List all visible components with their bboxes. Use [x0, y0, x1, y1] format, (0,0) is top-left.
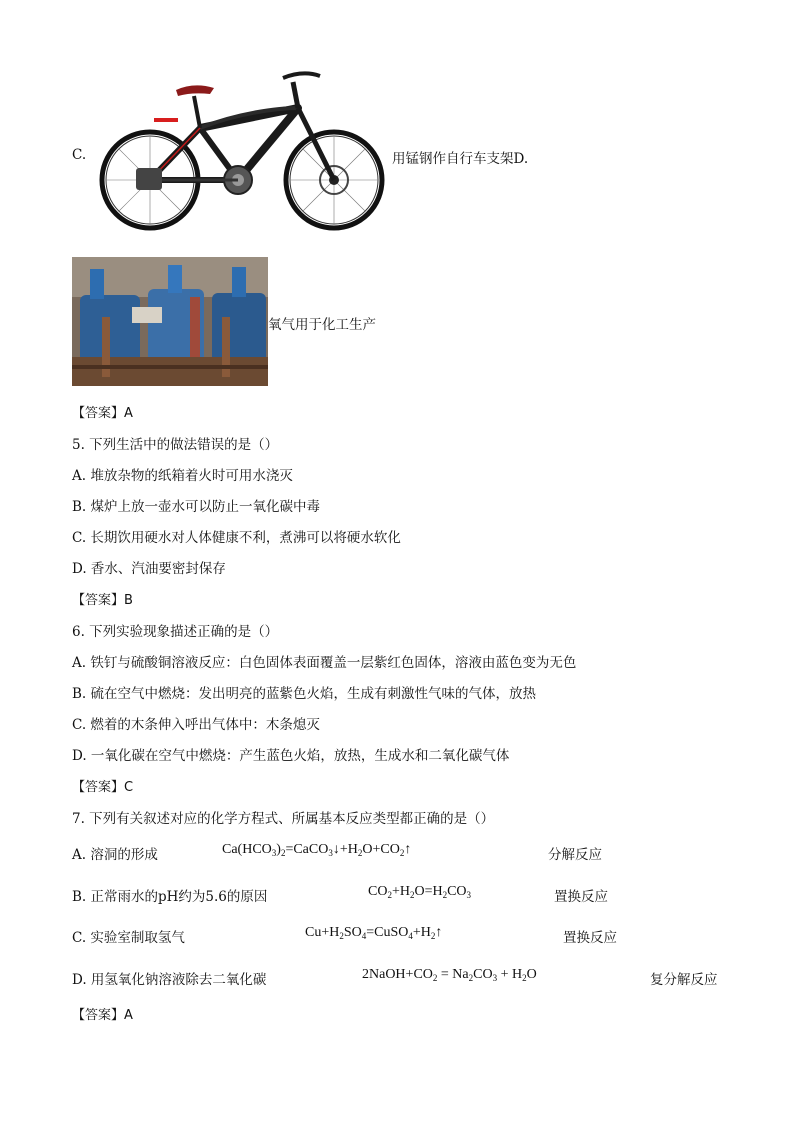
q7-stem: 7. 下列有关叙述对应的化学方程式、所属基本反应类型都正确的是（）	[72, 811, 495, 827]
q7-row-d-type: 复分解反应	[650, 972, 718, 988]
q7-row-a-label: A. 溶洞的形成	[72, 847, 158, 863]
q7-row-b-type: 置换反应	[554, 889, 608, 905]
q7-row-c-label: C. 实验室制取氢气	[72, 930, 185, 946]
q5-option-b: B. 煤炉上放一壶水可以防止一氧化碳中毒	[72, 499, 321, 515]
q5-option-a: A. 堆放杂物的纸箱着火时可用水浇灭	[72, 468, 293, 484]
answer-q4: 【答案】A	[72, 406, 133, 421]
option-d-caption: 氧气用于化工生产	[268, 317, 376, 333]
q5-option-d: D. 香水、汽油要密封保存	[72, 561, 226, 577]
q7-row-c-equation: $Cu+H_2SO_4=CuSO_4+H_2↑$	[305, 925, 443, 941]
bicycle-image	[88, 68, 390, 240]
answer-q5: 【答案】B	[72, 593, 133, 608]
q6-option-a: A. 铁钉与硫酸铜溶液反应：白色固体表面覆盖一层紫红色固体，溶液由蓝色变为无色	[72, 655, 577, 671]
q7-row-d-equation: $2NaOH+CO_2 = Na_2CO_3 + H_2O$	[362, 967, 537, 983]
q7-row-a-equation: $Ca(HCO_3)_2=CaCO_3↓+H_2O+CO_2↑$	[222, 842, 412, 858]
q6-option-b: B. 硫在空气中燃烧：发出明亮的蓝紫色火焰，生成有刺激性气味的气体，放热	[72, 686, 537, 702]
option-c-caption: 用锰钢作自行车支架D.	[392, 151, 529, 167]
option-c-label: C.	[72, 147, 87, 163]
q5-option-c: C. 长期饮用硬水对人体健康不利，煮沸可以将硬水软化	[72, 530, 401, 546]
q6-option-d: D. 一氧化碳在空气中燃烧：产生蓝色火焰，放热，生成水和二氧化碳气体	[72, 748, 510, 764]
q6-option-c: C. 燃着的木条伸入呼出气体中：木条熄灭	[72, 717, 320, 733]
q7-row-b-label: B. 正常雨水的pH约为5.6的原因	[72, 889, 268, 905]
chemical-plant-image	[72, 257, 268, 386]
answer-q6: 【答案】C	[72, 780, 134, 795]
q7-row-d-label: D. 用氢氧化钠溶液除去二氧化碳	[72, 972, 267, 988]
q7-row-b-equation: $CO_2+H_2O=H_2CO_3$	[368, 884, 472, 900]
q7-row-c-type: 置换反应	[563, 930, 617, 946]
q6-stem: 6. 下列实验现象描述正确的是（）	[72, 624, 279, 640]
q7-row-a-type: 分解反应	[548, 847, 602, 863]
q5-stem: 5. 下列生活中的做法错误的是（）	[72, 437, 279, 453]
answer-q7: 【答案】A	[72, 1008, 133, 1023]
